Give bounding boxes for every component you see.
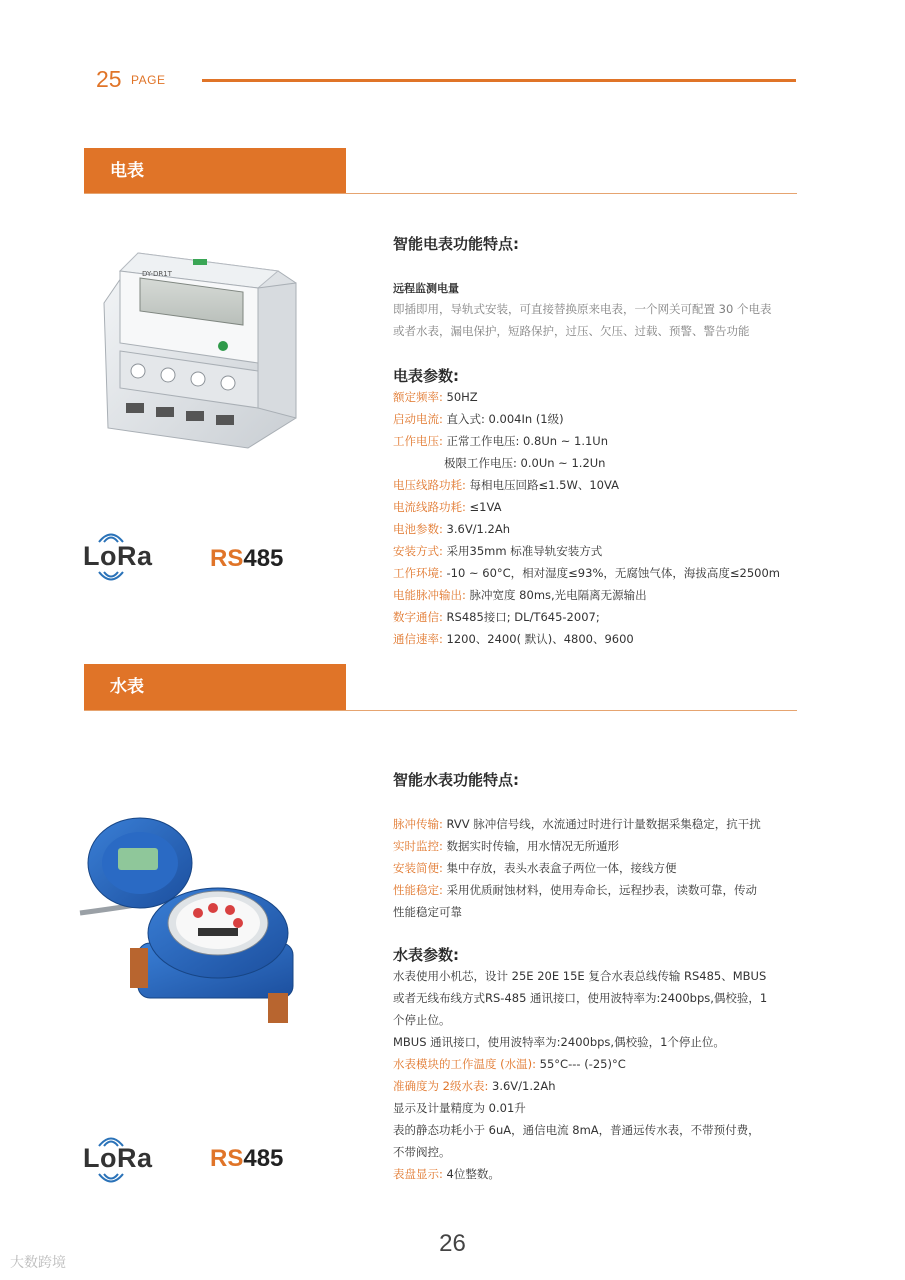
rs485-logo-accent: RS [210, 545, 244, 572]
meter-param-row [393, 496, 501, 518]
param-value: 55°C--- (-25)°C [536, 1057, 626, 1071]
meter-device-label: DY-DR1T [142, 270, 172, 278]
water-param-line: 表的静态功耗小于 6uA，通信电流 8mA，普通远传水表，不带预付费， [393, 1123, 760, 1137]
meter-remote-description [393, 298, 803, 342]
rs485-logo [210, 545, 283, 573]
section-rule-meter [84, 193, 797, 194]
meter-remote-title: 远程监测电量 [393, 282, 459, 295]
lora-wave-icon [94, 571, 128, 585]
electric-meter-image [98, 243, 303, 458]
meter-param-row [393, 430, 608, 452]
param-key: 工作电压: [393, 434, 443, 448]
param-key: 电能脉冲输出: [393, 588, 466, 602]
param-value: 1200、2400( 默认)、4800、9600 [442, 632, 634, 646]
feature-value: 采用优质耐蚀材料，使用寿命长，远程抄表，读数可靠，传动 [442, 883, 758, 897]
param-value: -10 ~ 60°C，相对湿度≤93%，无腐蚀气体，海拔高度≤2500m [442, 566, 780, 580]
param-key: 准确度为 2级水表: [393, 1079, 489, 1093]
feature-key: 性能稳定: [393, 883, 443, 897]
meter-param-row [393, 606, 600, 628]
param-value: 每相电压回路≤1.5W、10VA [465, 478, 619, 492]
feature-key: 脉冲传输: [393, 817, 443, 831]
water-param-line: 个停止位。 [393, 1013, 451, 1027]
feature-value: RVV 脉冲信号线，水流通过时进行计量数据采集稳定，抗干扰 [442, 817, 761, 831]
water-param-row [393, 1163, 803, 1185]
water-feature-row [393, 835, 619, 857]
water-param-row [393, 1075, 803, 1097]
param-key: 工作环境: [393, 566, 443, 580]
meter-param-row [444, 452, 605, 474]
param-key: 表盘显示: [393, 1167, 443, 1181]
meter-param-row [393, 518, 510, 540]
header-page-number: 25 [96, 66, 122, 92]
water-param-row [393, 1053, 803, 1075]
lora-logo: LoRa [83, 541, 153, 571]
param-value: 4位整数。 [442, 1167, 500, 1181]
feature-key: 实时监控: [393, 839, 443, 853]
param-value: 极限工作电压: 0.0Un ~ 1.2Un [444, 456, 606, 470]
lora-logo: LoRa [83, 1143, 153, 1173]
param-value: 正常工作电压: 0.8Un ~ 1.1Un [442, 434, 608, 448]
meter-remote-line: 或者水表，漏电保护，短路保护，过压、欠压、过载、预警、警告功能 [393, 324, 750, 338]
watermark: 大数跨境 [10, 1255, 66, 1271]
param-value: RS485接口; DL/T645-2007; [442, 610, 600, 624]
param-key: 电池参数: [393, 522, 443, 536]
water-param-line: 水表使用小机芯，设计 25E 20E 15E 复合水表总线传输 RS485、MBUS [393, 969, 767, 983]
param-value: ≤1VA [465, 500, 502, 514]
meter-features-title: 智能电表功能特点: [393, 235, 519, 253]
meter-param-row [393, 584, 647, 606]
param-key: 电压线路功耗: [393, 478, 466, 492]
header-rule [202, 79, 796, 82]
section-title-water: 水表 [84, 664, 346, 710]
meter-param-row [393, 540, 602, 562]
section-title-meter: 电表 [84, 148, 346, 194]
param-key: 数字通信: [393, 610, 443, 624]
water-feature-row [393, 857, 677, 879]
feature-value: 集中存放，表头水表盒子两位一体，接线方便 [442, 861, 677, 875]
meter-param-row [393, 474, 619, 496]
param-key: 电流线路功耗: [393, 500, 466, 514]
rs485-logo [210, 1145, 283, 1173]
param-key: 通信速率: [393, 632, 443, 646]
header-page-word: PAGE [131, 73, 166, 87]
water-feature-row [393, 901, 462, 923]
meter-param-row [393, 562, 780, 584]
water-feature-row [393, 813, 761, 835]
meter-param-row [393, 386, 478, 408]
feature-value: 数据实时传输，用水情况无所遁形 [442, 839, 620, 853]
water-meter-image [78, 808, 303, 1040]
param-value: 脉冲宽度 80ms,光电隔离无源输出 [465, 588, 647, 602]
rs485-logo-accent: RS [210, 1145, 244, 1172]
lora-wave-icon [94, 1173, 128, 1187]
water-param-line: 不带阀控。 [393, 1145, 451, 1159]
rs485-logo-number: 485 [243, 1145, 284, 1172]
water-feature-row [393, 879, 757, 901]
param-value: 50HZ [442, 390, 478, 404]
param-value: 采用35mm 标准导轨安装方式 [442, 544, 603, 558]
water-param-line: 显示及计量精度为 0.01升 [393, 1101, 526, 1115]
section-rule-water [84, 710, 797, 711]
param-key: 额定频率: [393, 390, 443, 404]
water-params-body [393, 965, 803, 1185]
param-value: 3.6V/1.2Ah [442, 522, 511, 536]
water-param-line: MBUS 通讯接口，使用波特率为:2400bps,偶校验，1个停止位。 [393, 1035, 725, 1049]
meter-param-row [393, 628, 634, 650]
param-key: 安装方式: [393, 544, 443, 558]
water-param-line: 或者无线布线方式RS-485 通讯接口，使用波特率为:2400bps,偶校验，1 [393, 991, 768, 1005]
meter-remote-line: 即插即用，导轨式安装，可直接替换原来电表，一个网关可配置 30 个电表 [393, 302, 772, 316]
water-features-title: 智能水表功能特点: [393, 771, 519, 789]
feature-key: 安装简便: [393, 861, 443, 875]
param-value: 3.6V/1.2Ah [488, 1079, 556, 1093]
water-params-title: 水表参数: [393, 946, 459, 964]
param-key: 水表模块的工作温度 (水温): [393, 1057, 537, 1071]
param-value: 直入式: 0.004In (1级) [442, 412, 564, 426]
footer-page-number: 26 [439, 1230, 466, 1257]
meter-param-row [393, 408, 564, 430]
rs485-logo-number: 485 [243, 545, 284, 572]
meter-params-title: 电表参数: [393, 367, 459, 385]
param-key: 启动电流: [393, 412, 443, 426]
feature-value: 性能稳定可靠 [393, 905, 462, 919]
